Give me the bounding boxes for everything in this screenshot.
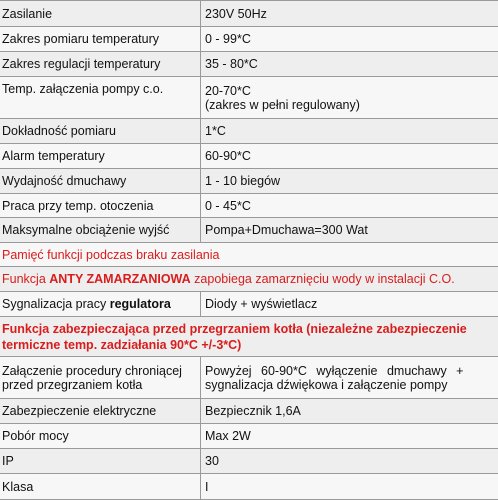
spec-note-prefix: Funkcja — [2, 272, 49, 286]
spec-value-line: (zakres w pełni regulowany) — [205, 98, 498, 112]
spec-value: 1 - 10 biegów — [201, 169, 498, 194]
spec-label: Wydajność dmuchawy — [0, 169, 201, 194]
spec-value-line: 20-70*C — [205, 84, 498, 98]
spec-label: Zasilanie — [0, 1, 201, 27]
spec-label: Maksymalne obciążenie wyjść — [0, 218, 201, 243]
spec-label — [0, 357, 201, 399]
spec-row-accuracy — [0, 119, 498, 144]
spec-row-memory — [0, 243, 498, 267]
spec-label-line: przed przegrzaniem kotła — [2, 378, 200, 392]
spec-note-line: termiczne temp. zadziałania 90*C +/-3*C) — [2, 337, 498, 353]
spec-row-signalization — [0, 292, 498, 317]
spec-note — [0, 317, 498, 357]
spec-value — [201, 77, 498, 119]
spec-row-antifreeze — [0, 267, 498, 292]
spec-note-suffix: zapobiega zamarznięciu wody w instalacji C.O. — [191, 272, 455, 286]
spec-label: Temp. załączenia pompy c.o. — [0, 77, 201, 119]
spec-label-line: Załączenie procedury chroniącej — [2, 364, 200, 378]
spec-value: 0 - 99*C — [201, 27, 498, 52]
spec-label: Klasa — [0, 474, 201, 500]
spec-value: I — [201, 474, 498, 500]
spec-row-ambient — [0, 194, 498, 218]
spec-row-regulation-range — [0, 52, 498, 77]
spec-label: Zabezpieczenie elektryczne — [0, 399, 201, 424]
spec-note — [0, 267, 498, 292]
spec-row-pump-activation — [0, 77, 498, 119]
spec-value: 35 - 80*C — [201, 52, 498, 77]
spec-row-overheat-procedure — [0, 357, 498, 399]
spec-value: Pompa+Dmuchawa=300 Wat — [201, 218, 498, 243]
spec-value: Bezpiecznik 1,6A — [201, 399, 498, 424]
spec-value: Diody + wyświetlacz — [201, 292, 498, 317]
spec-label: Dokładność pomiaru — [0, 119, 201, 144]
spec-note-bold: ANTY ZAMARZANIOWA — [49, 272, 190, 286]
spec-label: Zakres regulacji temperatury — [0, 52, 201, 77]
spec-value-line: sygnalizacja dźwiękowa i załączenie pompy — [205, 378, 498, 392]
spec-row-blower — [0, 169, 498, 194]
spec-value: 0 - 45*C — [201, 194, 498, 218]
spec-label: IP — [0, 449, 201, 474]
spec-row-power-supply — [0, 1, 498, 27]
spec-value: 60-90*C — [201, 144, 498, 169]
spec-row-ip — [0, 449, 498, 474]
spec-row-overheat-protection — [0, 317, 498, 357]
spec-label-bold: regulatora — [110, 297, 171, 311]
spec-value: 30 — [201, 449, 498, 474]
spec-value — [201, 357, 498, 399]
spec-note: Pamięć funkcji podczas braku zasilania — [0, 243, 498, 267]
spec-label — [0, 292, 201, 317]
spec-row-max-load — [0, 218, 498, 243]
spec-row-alarm — [0, 144, 498, 169]
spec-value: 1*C — [201, 119, 498, 144]
spec-value: Max 2W — [201, 424, 498, 449]
spec-label: Pobór mocy — [0, 424, 201, 449]
spec-row-power-consumption — [0, 424, 498, 449]
spec-label-prefix: Sygnalizacja pracy — [2, 297, 110, 311]
spec-row-electrical-protection — [0, 399, 498, 424]
spec-label: Alarm temperatury — [0, 144, 201, 169]
spec-row-measure-range — [0, 27, 498, 52]
spec-value: 230V 50Hz — [201, 1, 498, 27]
spec-row-class — [0, 474, 498, 500]
spec-label: Zakres pomiaru temperatury — [0, 27, 201, 52]
spec-label: Praca przy temp. otoczenia — [0, 194, 201, 218]
spec-value-line: Powyżej 60-90*C wyłączenie dmuchawy + — [205, 364, 495, 378]
spec-note-line: Funkcja zabezpieczająca przed przegrzaniem kotła (niezależne zabezpieczenie — [2, 321, 498, 337]
